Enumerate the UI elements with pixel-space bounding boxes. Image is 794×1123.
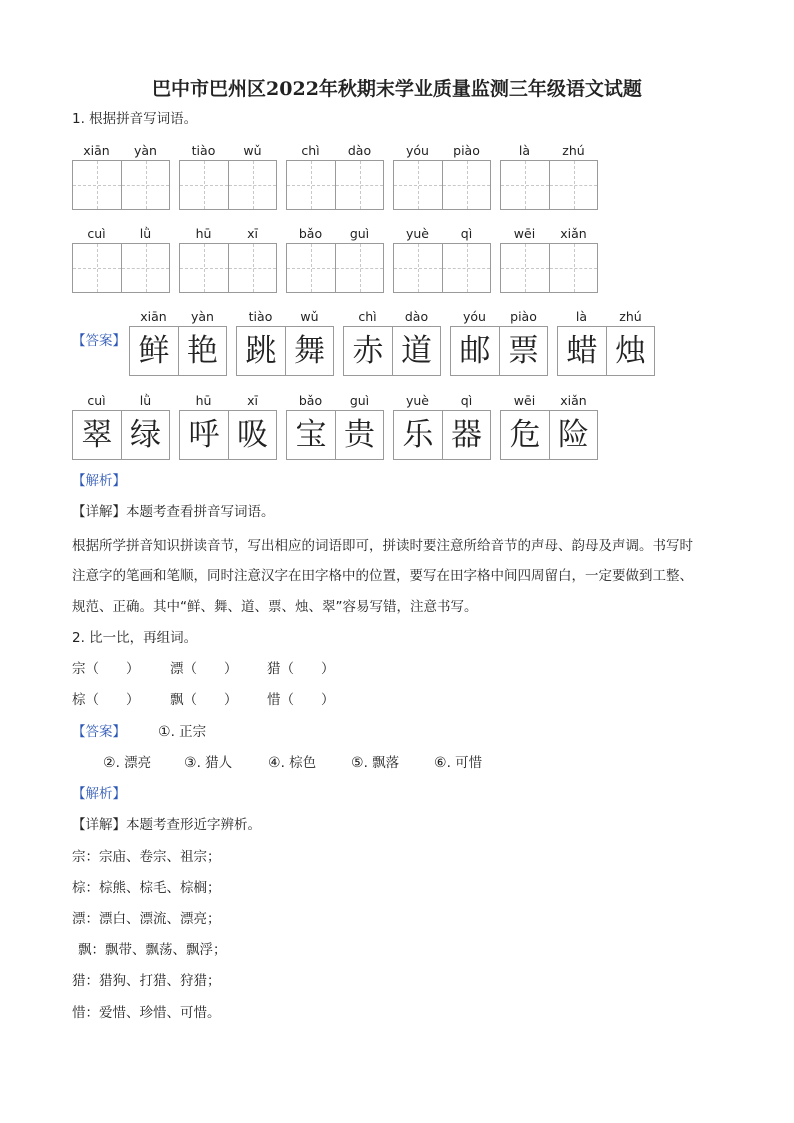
pinyin-label: yàn	[191, 309, 214, 324]
pinyin-label: là	[575, 309, 588, 324]
writing-cell	[394, 244, 442, 292]
answer-character: 翠	[81, 416, 113, 453]
compare-item: 宗（ ）	[72, 661, 140, 677]
pinyin-label: guì	[349, 393, 370, 408]
tian-grid	[500, 160, 598, 210]
tian-grid	[286, 160, 384, 210]
pinyin-label: tiào	[248, 309, 273, 324]
writing-cell	[287, 161, 335, 209]
answer-number: ③	[184, 755, 197, 771]
writing-cell	[73, 161, 121, 209]
answer-character: 乐	[402, 416, 434, 453]
answer-character: 绿	[121, 411, 169, 459]
answer-word: . 可惜	[446, 755, 483, 771]
writing-cell	[549, 161, 597, 209]
detail-text: 【详解】本题考查看拼音写词语。	[72, 504, 275, 520]
pinyin-label: lǜ	[139, 226, 152, 241]
answer-word: . 漂亮	[115, 755, 152, 771]
pinyin-label: yuè	[405, 226, 429, 241]
answer-label: 【答案】	[72, 724, 126, 740]
writing-cell	[180, 244, 228, 292]
answer-character: 邮	[459, 332, 491, 369]
answer-item	[158, 723, 206, 741]
answer-number: ⑤	[351, 755, 364, 771]
analysis-label: 【解析】	[72, 473, 126, 489]
compare-item: 漂（ ）	[170, 661, 238, 677]
writing-cell	[501, 244, 549, 292]
pinyin-label: tiào	[191, 143, 216, 158]
writing-cell	[287, 244, 335, 292]
answer-character: 舞	[285, 327, 333, 375]
answer-number: ①	[158, 724, 171, 740]
pinyin-label: dào	[404, 309, 429, 324]
explanation-line: 根据所学拼音知识拼读音节，写出相应的词语即可，拼读时要注意所给音节的声母、韵母及声调。书写时	[72, 538, 693, 554]
answer-tian-grid	[129, 326, 227, 376]
answer-number: ⑥	[434, 755, 447, 771]
answer-character: 吸	[228, 411, 276, 459]
tian-grid	[286, 243, 384, 293]
answer-character: 宝	[295, 416, 327, 453]
pinyin-label: cuì	[87, 226, 106, 241]
writing-cell	[501, 161, 549, 209]
writing-cell	[442, 161, 490, 209]
tian-grid	[500, 243, 598, 293]
pinyin-label: chì	[358, 309, 377, 324]
pinyin-label: cuì	[87, 393, 106, 408]
writing-cell	[394, 161, 442, 209]
pinyin-label: bǎo	[298, 393, 323, 408]
explanation-line: 飘：飘带、飘荡、飘浮；	[78, 942, 227, 958]
explanation-line: 漂：漂白、漂流、漂亮；	[72, 911, 221, 927]
pinyin-label: dào	[347, 143, 372, 158]
answer-character: 蜡	[566, 332, 598, 369]
pinyin-label: zhú	[562, 143, 585, 158]
tian-grid	[393, 160, 491, 210]
writing-cell	[335, 244, 383, 292]
pinyin-label: hū	[195, 393, 212, 408]
analysis-label: 【解析】	[72, 786, 126, 802]
answer-character: 贵	[335, 411, 383, 459]
page-title: 巴中市巴州区2022年秋期末学业质量监测三年级语文试题	[152, 78, 642, 100]
pinyin-label: yóu	[406, 143, 429, 158]
pinyin-label: hū	[195, 226, 212, 241]
tian-grid	[72, 243, 170, 293]
writing-cell	[335, 161, 383, 209]
pinyin-label: yàn	[134, 143, 157, 158]
answer-character: 跳	[245, 332, 277, 369]
pinyin-label: yóu	[463, 309, 486, 324]
pinyin-label: wǔ	[300, 309, 319, 324]
answer-character: 险	[549, 411, 597, 459]
pinyin-label: xiǎn	[560, 393, 587, 408]
tian-grid	[72, 160, 170, 210]
pinyin-label: wēi	[513, 226, 536, 241]
writing-cell	[73, 244, 121, 292]
question-2-stem: 2. 比一比，再组词。	[72, 630, 198, 646]
pinyin-label: xī	[247, 393, 258, 408]
explanation-line: 惜：爱惜、珍惜、可惜。	[72, 1005, 221, 1021]
pinyin-label: wēi	[513, 393, 536, 408]
compare-item: 猎（ ）	[267, 661, 335, 677]
answer-number: ②	[103, 755, 116, 771]
tian-grid	[393, 243, 491, 293]
answer-character: 鲜	[138, 332, 170, 369]
answer-tian-grid	[72, 410, 170, 460]
pinyin-label: wǔ	[243, 143, 262, 158]
answer-word: . 飘落	[363, 755, 400, 771]
answer-word: . 正宗	[170, 724, 207, 740]
answer-tian-grid	[286, 410, 384, 460]
writing-cell	[228, 161, 276, 209]
answer-character: 道	[392, 327, 440, 375]
pinyin-label: guì	[349, 226, 370, 241]
answer-label: 【答案】	[72, 333, 126, 349]
pinyin-label: zhú	[619, 309, 642, 324]
compare-item: 飘（ ）	[170, 692, 238, 708]
question-1-stem: 1. 根据拼音写词语。	[72, 111, 198, 127]
explanation-line: 宗：宗庙、卷宗、祖宗；	[72, 849, 221, 865]
answer-word: . 猎人	[196, 755, 233, 771]
answer-tian-grid	[393, 410, 491, 460]
writing-cell	[180, 161, 228, 209]
pinyin-label: piào	[453, 143, 480, 158]
explanation-line: 规范、正确。其中“鲜、舞、道、票、烛、翠”容易写错，注意书写。	[72, 599, 478, 615]
explanation-line: 猎：猎狗、打猎、狩猎；	[72, 973, 221, 989]
writing-cell	[228, 244, 276, 292]
answer-tian-grid	[179, 410, 277, 460]
answer-item	[434, 754, 482, 772]
answer-character: 票	[499, 327, 547, 375]
tian-grid	[179, 243, 277, 293]
detail-text: 【详解】本题考查形近字辨析。	[72, 817, 261, 833]
writing-cell	[442, 244, 490, 292]
answer-character: 烛	[606, 327, 654, 375]
pinyin-label: xiǎn	[560, 226, 587, 241]
pinyin-label: piào	[510, 309, 537, 324]
answer-item	[184, 754, 232, 772]
compare-item: 棕（ ）	[72, 692, 140, 708]
answer-tian-grid	[236, 326, 334, 376]
answer-character: 器	[442, 411, 490, 459]
answer-character: 呼	[188, 416, 220, 453]
pinyin-label: chì	[301, 143, 320, 158]
answer-tian-grid	[500, 410, 598, 460]
answer-tian-grid	[450, 326, 548, 376]
answer-number: ④	[268, 755, 281, 771]
writing-cell	[121, 244, 169, 292]
answer-character: 赤	[352, 332, 384, 369]
answer-character: 艳	[178, 327, 226, 375]
answer-item	[268, 754, 316, 772]
pinyin-label: xiān	[140, 309, 167, 324]
writing-cell	[549, 244, 597, 292]
answer-tian-grid	[557, 326, 655, 376]
pinyin-label: là	[518, 143, 531, 158]
answer-character: 危	[509, 416, 541, 453]
explanation-line: 棕：棕熊、棕毛、棕榈；	[72, 880, 221, 896]
tian-grid	[179, 160, 277, 210]
pinyin-label: qì	[460, 393, 473, 408]
pinyin-label: xiān	[83, 143, 110, 158]
compare-item: 惜（ ）	[267, 692, 335, 708]
writing-cell	[121, 161, 169, 209]
pinyin-label: bǎo	[298, 226, 323, 241]
answer-item	[351, 754, 399, 772]
answer-word: . 棕色	[280, 755, 317, 771]
answer-item	[103, 754, 151, 772]
answer-tian-grid	[343, 326, 441, 376]
pinyin-label: yuè	[405, 393, 429, 408]
explanation-line: 注意字的笔画和笔顺，同时注意汉字在田字格中的位置，要写在田字格中间四周留白，一定要做到工整、	[72, 568, 693, 584]
pinyin-label: xī	[247, 226, 258, 241]
pinyin-label: lǜ	[139, 393, 152, 408]
pinyin-label: qì	[460, 226, 473, 241]
